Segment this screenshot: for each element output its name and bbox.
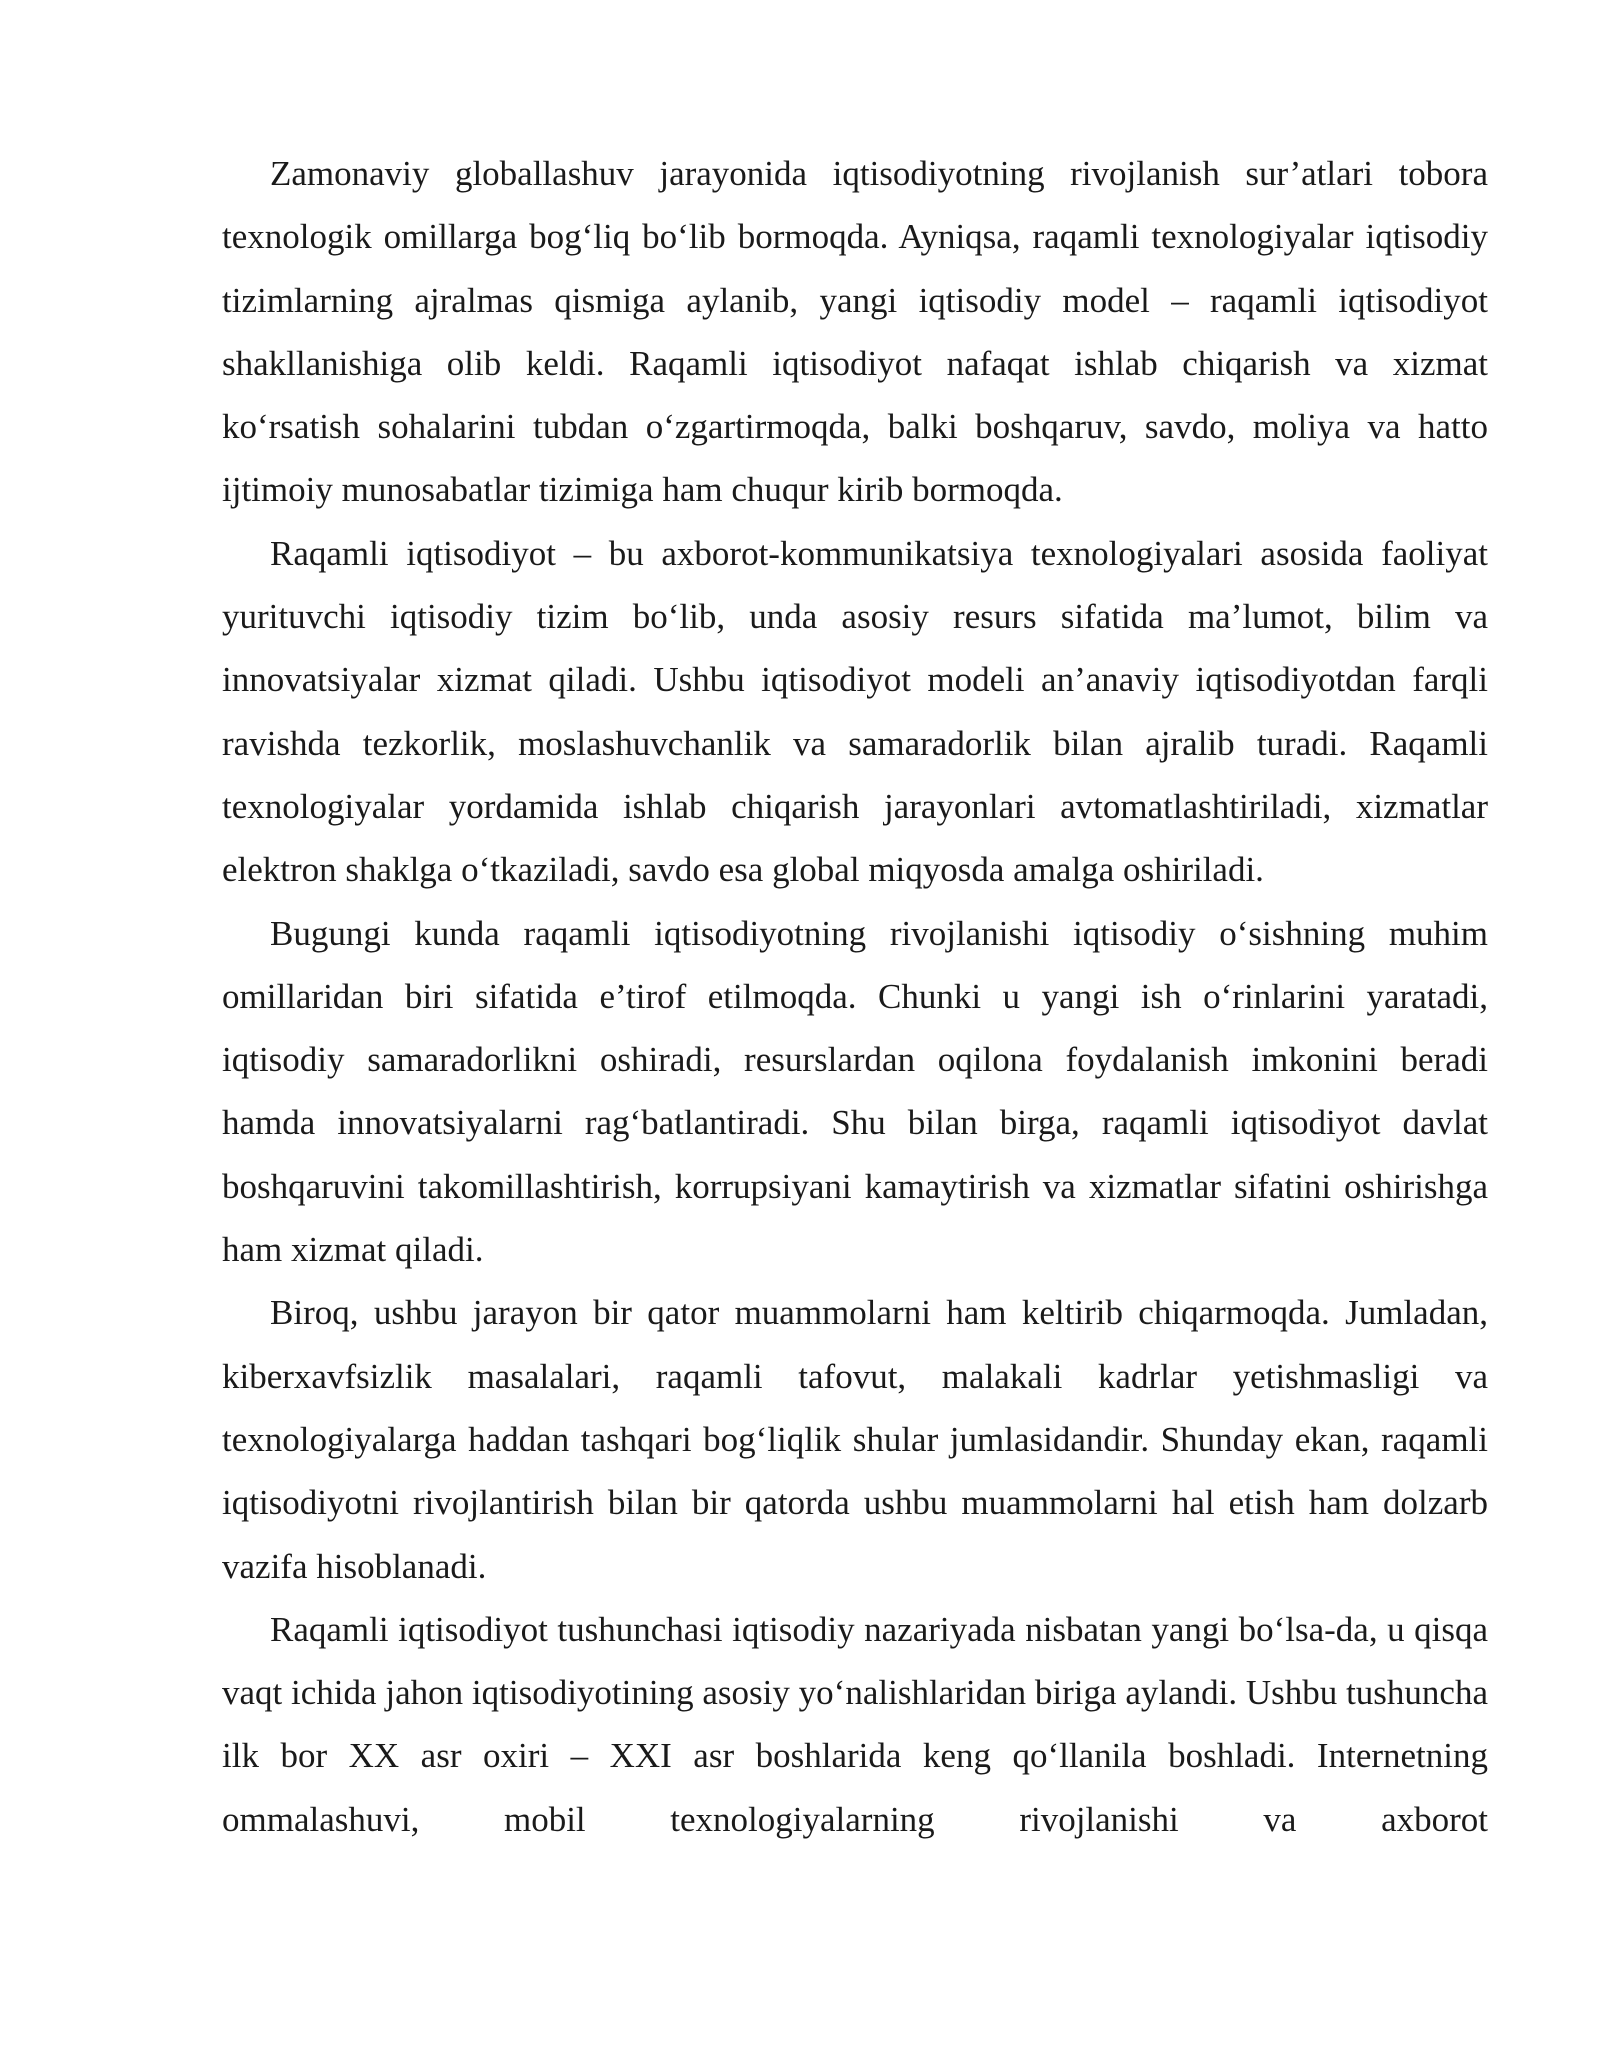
paragraph-4: Biroq, ushbu jarayon bir qator muammolarni ham keltirib chiqarmoqda. Jumladan, kiberxavfsizlik masalalari, raqamli tafovut, malakali kadrlar yetishmasligi va texnologiyalarga haddan tashqari bog‘liqlik shular jumlasidandir. Shunday ekan, raqamli iqtisodiyotni rivojlantirish bilan bir qatorda ushbu muammolarni hal etish ham dolzarb vazifa hisoblanadi.	[222, 1293, 1488, 1586]
document-body	[222, 142, 1488, 1851]
paragraph-3: Bugungi kunda raqamli iqtisodiyotning rivojlanishi iqtisodiy o‘sishning muhim omillaridan biri sifatida e’tirof etilmoqda. Chunki u yangi ish o‘rinlarini yaratadi, iqtisodiy samaradorlikni oshiradi, resurslardan oqilona foydalanish imkonini beradi hamda innovatsiyalarni rag‘batlantiradi. Shu bilan birga, raqamli iqtisodiyot davlat boshqaruvini takomillashtirish, korrupsiyani kamaytirish va xizmatlar sifatini oshirishga ham xizmat qiladi.	[222, 913, 1488, 1270]
paragraph-1: Zamonaviy globallashuv jarayonida iqtisodiyotning rivojlanish sur’atlari tobora texnologik omillarga bog‘liq bo‘lib bormoqda. Ayniqsa, raqamli texnologiyalar iqtisodiy tizimlarning ajralmas qismiga aylanib, yangi iqtisodiy model – raqamli iqtisodiyot shakllanishiga olib keldi. Raqamli iqtisodiyot nafaqat ishlab chiqarish va xizmat ko‘rsatish sohalarini tubdan o‘zgartirmoqda, balki boshqaruv, savdo, moliya va hatto ijtimoiy munosabatlar tizimiga ham chuqur kirib bormoqda.	[222, 154, 1488, 510]
paragraph-5: Raqamli iqtisodiyot tushunchasi iqtisodiy nazariyada nisbatan yangi bo‘lsa-da, u qisqa vaqt ichida jahon iqtisodiyotining asosiy yo‘nalishlaridan biriga aylandi. Ushbu tushuncha ilk bor XX asr oxiri – XXI asr boshlarida keng qo‘llanila boshladi. Internetning ommalashuvi, mobil texnologiyalarning rivojlanishi va axborot	[222, 1609, 1488, 1839]
paragraph-2: Raqamli iqtisodiyot – bu axborot-kommunikatsiya texnologiyalari asosida faoliyat yurituvchi iqtisodiy tizim bo‘lib, unda asosiy resurs sifatida ma’lumot, bilim va innovatsiyalar xizmat qiladi. Ushbu iqtisodiyot modeli an’anaviy iqtisodiyotdan farqli ravishda tezkorlik, moslashuvchanlik va samaradorlik bilan ajralib turadi. Raqamli texnologiyalar yordamida ishlab chiqarish jarayonlari avtomatlashtiriladi, xizmatlar elektron shaklga o‘tkaziladi, savdo esa global miqyosda amalga oshiriladi.	[222, 533, 1488, 890]
